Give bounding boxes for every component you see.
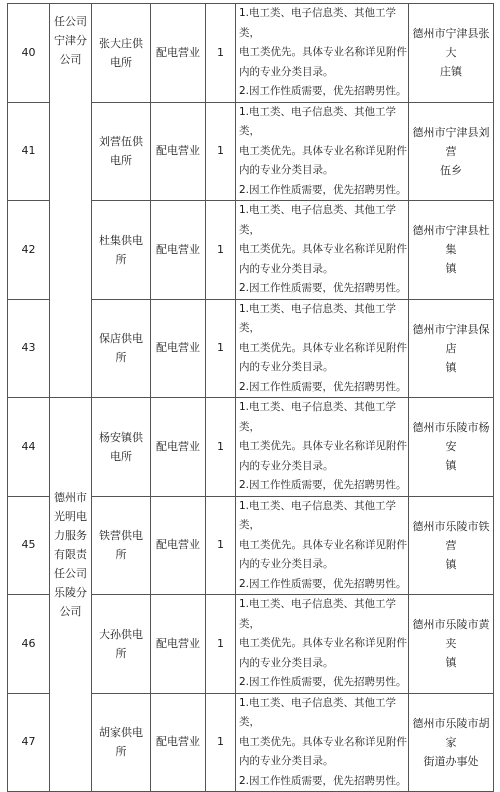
count-cell: 1 bbox=[206, 4, 236, 103]
count-cell: 1 bbox=[206, 693, 236, 792]
requirements-cell: 1.电工类、电子信息类、其他工学类， 电工类优先。具体专业名称详见附件 内的专业分类目录。 2.因工作性质需要，优先招聘男性。 bbox=[236, 102, 409, 201]
location-cell: 德州市乐陵市铁营 镇 bbox=[409, 496, 494, 595]
requirements-cell: 1.电工类、电子信息类、其他工学类， 电工类优先。具体专业名称详见附件 内的专业分类目录。 2.因工作性质需要，优先招聘男性。 bbox=[236, 299, 409, 398]
count-cell: 1 bbox=[206, 299, 236, 398]
row-number: 47 bbox=[8, 693, 50, 792]
location-cell: 德州市宁津县张大 庄镇 bbox=[409, 4, 494, 103]
location-cell: 德州市宁津县杜集 镇 bbox=[409, 201, 494, 300]
row-number: 41 bbox=[8, 102, 50, 201]
job-cell: 配电营业 bbox=[151, 201, 206, 300]
station-cell: 胡家供电 所 bbox=[92, 693, 151, 792]
station-cell: 杜集供电 所 bbox=[92, 201, 151, 300]
station-cell: 张大庄供 电所 bbox=[92, 4, 151, 103]
count-cell: 1 bbox=[206, 496, 236, 595]
company-line: 德州市 bbox=[54, 491, 87, 504]
row-number: 43 bbox=[8, 299, 50, 398]
requirements-cell: 1.电工类、电子信息类、其他工学类， 电工类优先。具体专业名称详见附件 内的专业分类目录。 2.因工作性质需要，优先招聘男性。 bbox=[236, 4, 409, 103]
company-line: 宁津分 bbox=[54, 34, 87, 47]
job-cell: 配电营业 bbox=[151, 102, 206, 201]
station-cell: 杨安镇供 电所 bbox=[92, 398, 151, 497]
count-cell: 1 bbox=[206, 595, 236, 694]
job-cell: 配电营业 bbox=[151, 4, 206, 103]
row-number: 42 bbox=[8, 201, 50, 300]
company-line: 有限责 bbox=[54, 548, 87, 561]
count-cell: 1 bbox=[206, 398, 236, 497]
station-cell: 刘营伍供 电所 bbox=[92, 102, 151, 201]
row-number: 44 bbox=[8, 398, 50, 497]
job-cell: 配电营业 bbox=[151, 299, 206, 398]
location-cell: 德州市宁津县保店 镇 bbox=[409, 299, 494, 398]
company-line: 任公司 bbox=[54, 15, 87, 28]
job-cell: 配电营业 bbox=[151, 398, 206, 497]
count-cell: 1 bbox=[206, 201, 236, 300]
company-line: 乐陵分 bbox=[54, 586, 87, 599]
station-cell: 铁营供电 所 bbox=[92, 496, 151, 595]
company-cell bbox=[50, 4, 92, 398]
recruitment-table bbox=[7, 3, 494, 792]
company-line: 公司 bbox=[59, 605, 82, 618]
requirements-cell: 1.电工类、电子信息类、其他工学类， 电工类优先。具体专业名称详见附件 内的专业分类目录。 2.因工作性质需要，优先招聘男性。 bbox=[236, 693, 409, 792]
row-number: 46 bbox=[8, 595, 50, 694]
table-row bbox=[8, 4, 494, 103]
location-cell: 德州市乐陵市杨安 镇 bbox=[409, 398, 494, 497]
location-cell: 德州市乐陵市黄夹 镇 bbox=[409, 595, 494, 694]
row-number: 45 bbox=[8, 496, 50, 595]
requirements-cell: 1.电工类、电子信息类、其他工学类， 电工类优先。具体专业名称详见附件 内的专业分类目录。 2.因工作性质需要，优先招聘男性。 bbox=[236, 201, 409, 300]
row-number: 40 bbox=[8, 4, 50, 103]
company-line: 力服务 bbox=[54, 529, 87, 542]
company-cell bbox=[50, 398, 92, 792]
job-cell: 配电营业 bbox=[151, 595, 206, 694]
station-cell: 大孙供电 所 bbox=[92, 595, 151, 694]
location-cell: 德州市乐陵市胡家 街道办事处 bbox=[409, 693, 494, 792]
table-row bbox=[8, 398, 494, 497]
station-cell: 保店供电 所 bbox=[92, 299, 151, 398]
company-line: 光明电 bbox=[54, 510, 87, 523]
job-cell: 配电营业 bbox=[151, 496, 206, 595]
requirements-cell: 1.电工类、电子信息类、其他工学类， 电工类优先。具体专业名称详见附件 内的专业分类目录。 2.因工作性质需要，优先招聘男性。 bbox=[236, 496, 409, 595]
requirements-cell: 1.电工类、电子信息类、其他工学类， 电工类优先。具体专业名称详见附件 内的专业分类目录。 2.因工作性质需要，优先招聘男性。 bbox=[236, 398, 409, 497]
location-cell: 德州市宁津县刘营 伍乡 bbox=[409, 102, 494, 201]
company-line: 公司 bbox=[59, 53, 82, 66]
company-line: 任公司 bbox=[54, 567, 87, 580]
count-cell: 1 bbox=[206, 102, 236, 201]
requirements-cell: 1.电工类、电子信息类、其他工学类， 电工类优先。具体专业名称详见附件 内的专业分类目录。 2.因工作性质需要，优先招聘男性。 bbox=[236, 595, 409, 694]
job-cell: 配电营业 bbox=[151, 693, 206, 792]
